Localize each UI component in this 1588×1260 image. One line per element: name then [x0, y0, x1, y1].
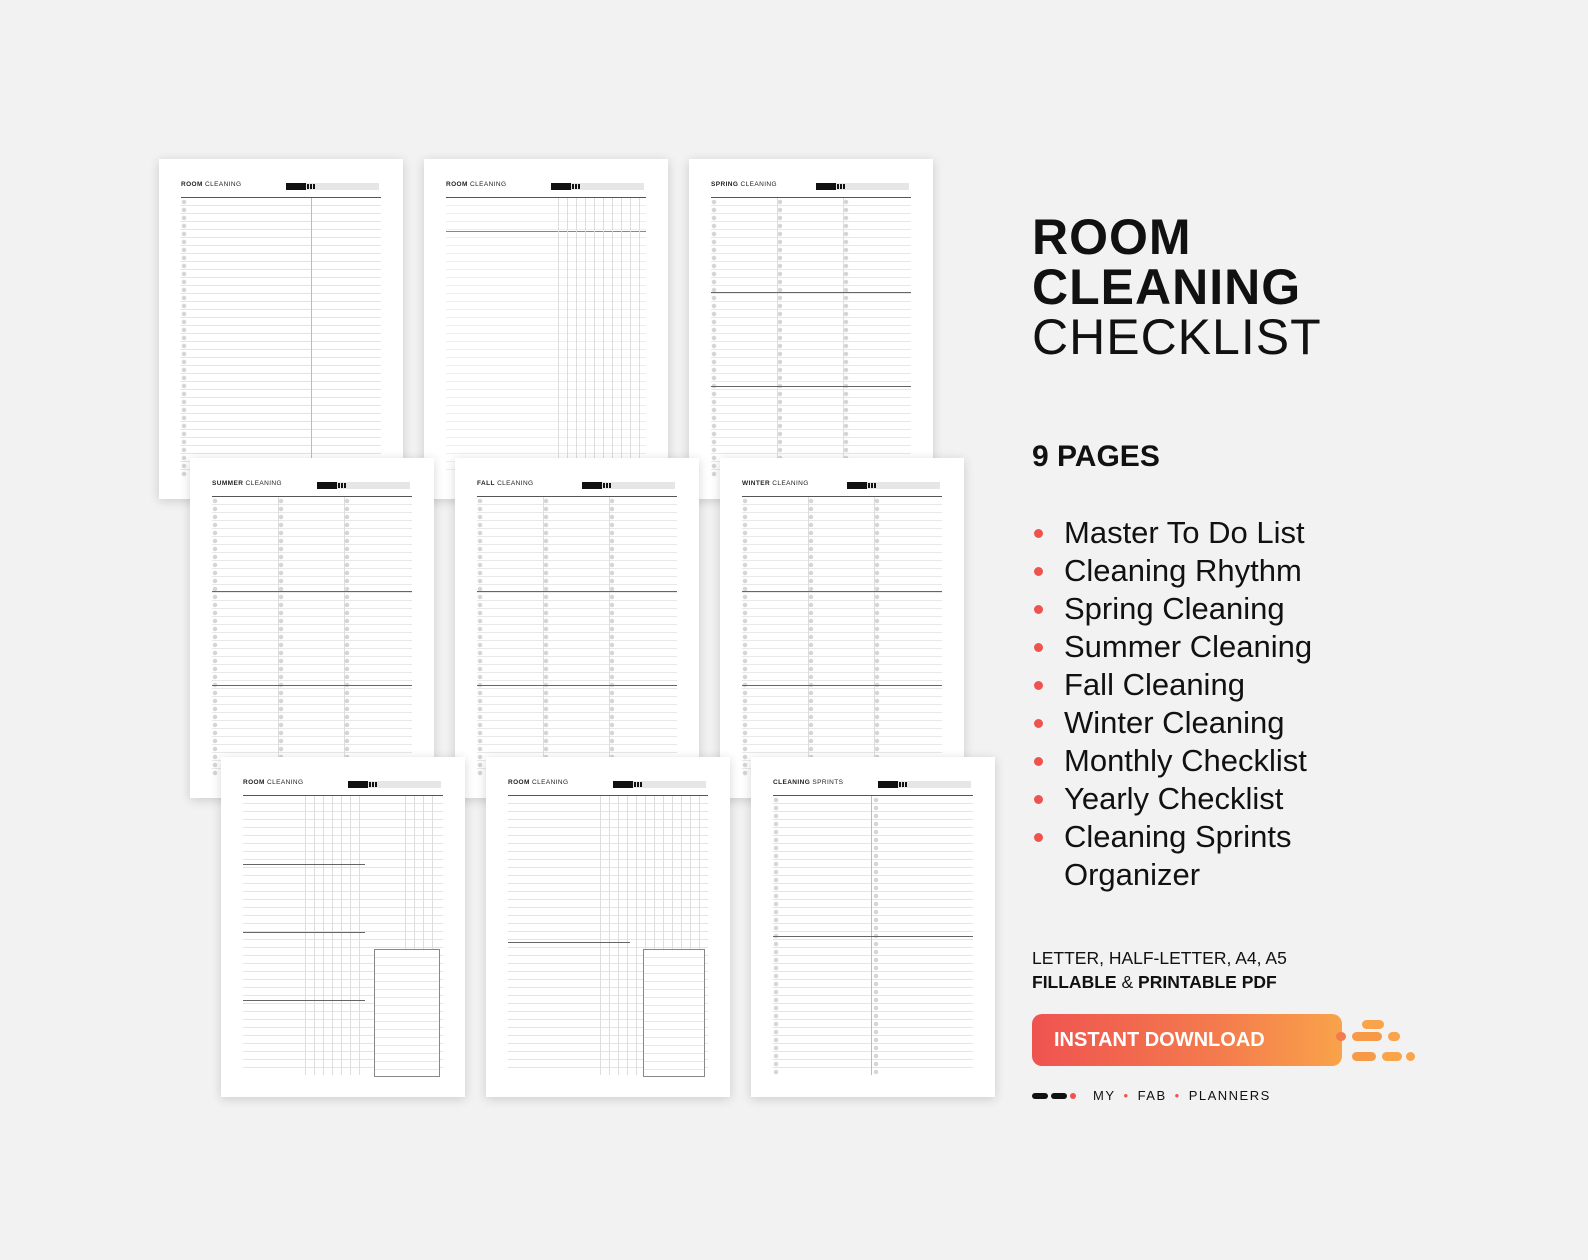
- season-grid: [212, 496, 412, 776]
- page-heading: ROOM CLEANING: [243, 779, 304, 786]
- title-line-1: ROOM: [1032, 209, 1192, 265]
- preview-page-winter: [720, 458, 964, 798]
- page-tag: [613, 781, 706, 788]
- preview-page-spring: [689, 159, 933, 499]
- page-heading: SPRING CLEANING: [711, 181, 777, 188]
- season-grid: [711, 197, 911, 477]
- list-item: Yearly Checklist: [1032, 780, 1312, 818]
- page-tag: [286, 183, 379, 190]
- product-title: [1032, 209, 1322, 365]
- page-heading: WINTER CLEANING: [742, 480, 809, 487]
- list-item: Monthly Checklist: [1032, 742, 1312, 780]
- season-grid: [742, 496, 942, 776]
- season-grid: [477, 496, 677, 776]
- page-heading: ROOM CLEANING: [508, 779, 569, 786]
- page-tag: [816, 183, 909, 190]
- list-item: Winter Cleaning: [1032, 704, 1312, 742]
- brand-mark-icon: [1032, 1093, 1079, 1099]
- page-heading: ROOM CLEANING: [181, 181, 242, 188]
- page-heading: ROOM CLEANING: [446, 181, 507, 188]
- page-count: 9 PAGES: [1032, 440, 1160, 473]
- instant-download-button[interactable]: INSTANT DOWNLOAD: [1032, 1014, 1342, 1066]
- yearly-grid: [508, 795, 708, 1075]
- page-heading: SUMMER CLEANING: [212, 480, 282, 487]
- page-tag: [317, 482, 410, 489]
- rhythm-grid: [446, 197, 646, 477]
- brand-word: FAB: [1137, 1088, 1167, 1103]
- list-item: Master To Do List: [1032, 514, 1312, 552]
- page-tag: [878, 781, 971, 788]
- preview-page-sprints: [751, 757, 995, 1097]
- brand-logo: MY • FAB • PLANNERS: [1032, 1088, 1271, 1103]
- brand-word: PLANNERS: [1188, 1088, 1271, 1103]
- format-type: FILLABLE & PRINTABLE PDF: [1032, 972, 1277, 992]
- page-tag: [348, 781, 441, 788]
- format-info: [1032, 946, 1287, 994]
- preview-page-summer: [190, 458, 434, 798]
- sprints-grid: [773, 795, 973, 1075]
- page-heading: CLEANING SPRINTS: [773, 779, 844, 786]
- brand-word: MY: [1093, 1088, 1116, 1103]
- feature-list: [1032, 514, 1312, 894]
- page-tag: [551, 183, 644, 190]
- preview-page-rhythm: [424, 159, 668, 499]
- title-line-2: CLEANING: [1032, 259, 1302, 315]
- list-item-continuation: Organizer: [1064, 857, 1201, 892]
- page-tag: [847, 482, 940, 489]
- list-item: Summer Cleaning: [1032, 628, 1312, 666]
- list-item: Fall Cleaning: [1032, 666, 1312, 704]
- preview-page-fall: [455, 458, 699, 798]
- list-item: Cleaning Sprints: [1032, 818, 1312, 856]
- task-grid: [181, 197, 381, 477]
- page-heading: FALL CLEANING: [477, 480, 534, 487]
- preview-page-monthly: [221, 757, 465, 1097]
- monthly-grid: [243, 795, 443, 1075]
- preview-page-yearly: [486, 757, 730, 1097]
- list-item: Cleaning Rhythm: [1032, 552, 1312, 590]
- page-tag: [582, 482, 675, 489]
- preview-page-master-list: [159, 159, 403, 499]
- format-sizes: LETTER, HALF-LETTER, A4, A5: [1032, 948, 1287, 968]
- list-item: Spring Cleaning: [1032, 590, 1312, 628]
- title-line-3: CHECKLIST: [1032, 309, 1322, 365]
